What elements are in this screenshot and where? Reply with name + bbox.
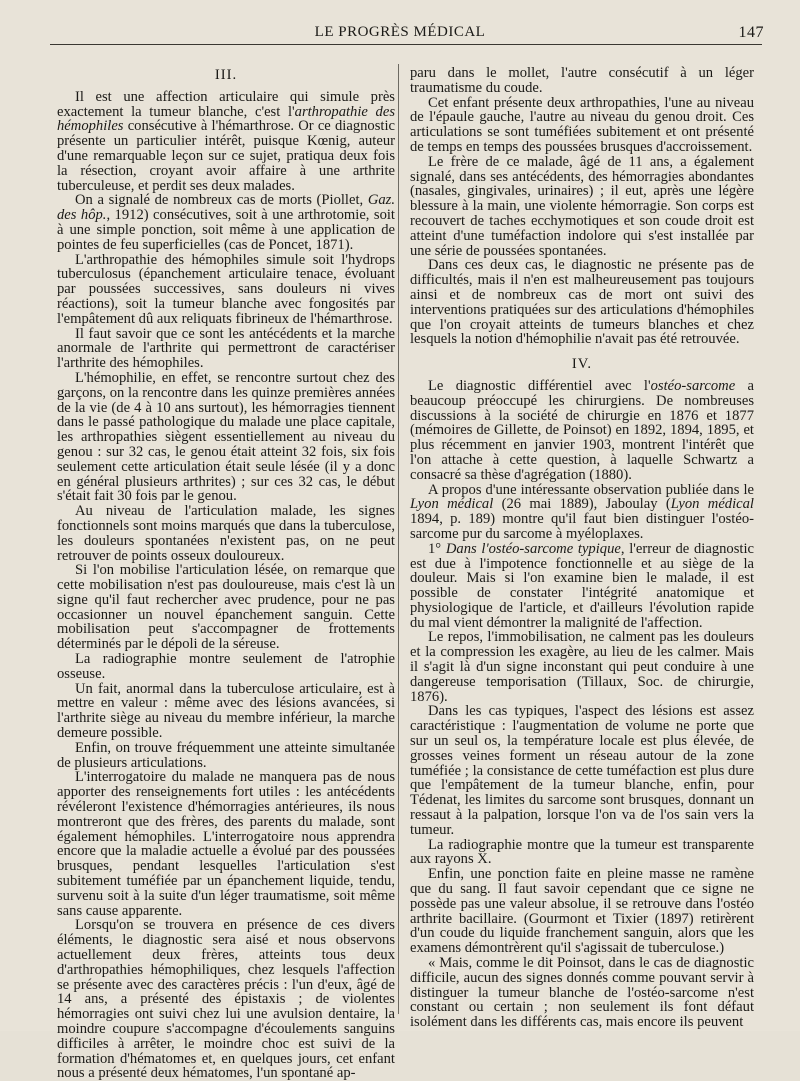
paragraph: Si l'on mobilise l'articulation lésée, on remarque que cette mobilisation n'est pas douloureuse, mais c'est là un signe qu'il faut rechercher avec prudence, pour ne pas occasionner un nouvel épanchement sanguin. Cette mobilisation peut s'accompagner de frottements déterminés par le dépoli de la séreuse. bbox=[57, 562, 395, 653]
paragraph: L'arthropathie des hémophiles simule soit l'hydrops tuberculosus (épanchement articulaire tenace, évoluant par poussées successives, sans douleurs ni vives réactions), soit la tumeur blanche avec fongosités par l'empâtement dû aux reliquats fibrineux de l'hémarthrose. bbox=[57, 251, 395, 327]
header-rule bbox=[50, 44, 762, 45]
section-heading-iv: IV. bbox=[571, 356, 593, 373]
paragraph: Il faut savoir que ce sont les antécédents et la marche anormale de l'arthrite qui permettront de caractériser l'arthrite des hémophiles. bbox=[57, 325, 395, 372]
paragraph: La radiographie montre seulement de l'atrophie osseuse. bbox=[57, 651, 395, 682]
paragraph: Le diagnostic différentiel avec l'ostéo-sarcome a beaucoup préoccupé les chirurgiens. De nombreuses discussions à la société de chirurgie en 1876 et 1877 (mémoires de Gillette, de Poinsot) en 1892, 1894, 1895, et plus récemment en janvier 1903, montrent l'intérêt que l'on attache à cette question, à laquelle Schwartz a consacré sa thèse d'agrégation (1880). bbox=[410, 377, 754, 483]
section-heading-iii: III. bbox=[214, 67, 238, 83]
paragraph: 1° Dans l'ostéo-sarcome typique, l'erreur de diagnostic est due à l'impotence fonctionnelle et au siège de la douleur. Mais si l'on examine bien le malade, il est possible de constater l'intégrité anatomique et physiologique de l'article, et d'ailleurs l'évolution rapide du mal vient démontrer la malignité de l'affection. bbox=[410, 540, 754, 631]
paragraph: La radiographie montre que la tumeur est transparente aux rayons X. bbox=[410, 836, 754, 868]
paragraph: Dans ces deux cas, le diagnostic ne présente pas de difficultés, mais il n'en est malheureusement pas toujours ainsi et de nombreux cas de mort ont suivi des interventions pratiquées sur des articulations d'hémophiles que l'on croyait atteints de tumeurs blanches et chez lesquels la notion d'hémophilie n'avait pas été retrouvée. bbox=[410, 257, 754, 348]
page-number: 147 bbox=[738, 24, 764, 41]
paragraph: L'interrogatoire du malade ne manquera pas de nous apporter des renseignements fort utiles : les antécédents révéleront l'existence d'hémorragies antérieures, ils nous montreront que des frères, des parents du malade, sont également hémophiles. L'interrogatoire nous apprendra encore que la maladie actuelle a évolué par des poussées brusques, pendant lesquelles l'articulation s'est subitement tuméfiée par un épanchement liquide, tendu, survenu soit à la suite d'un léger traumatisme, soit même sans cause apparente. bbox=[57, 769, 395, 919]
paragraph: Au niveau de l'articulation malade, les signes fonctionnels sont moins marqués que dans la tuberculose, les douleurs spontanées n'existent pas, on ne peut retrouver de points osseux douloureux. bbox=[57, 503, 395, 564]
paragraph: « Mais, comme le dit Poinsot, dans le cas de diagnostic difficile, aucun des signes donnés comme pouvant servir à distinguer la tumeur blanche de l'ostéo-sarcome n'est constant ou certain ; non seulement ils font défaut isolément dans les différents cas, mais encore ils peuvent bbox=[410, 955, 754, 1031]
right-column bbox=[410, 66, 754, 1030]
paragraph: Cet enfant présente deux arthropathies, l'une au niveau de l'épaule gauche, l'autre au niveau du genou droit. Ces articulations se sont tuméfiées subitement et ont présenté de temps en temps des poussées brusques d'accroissement. bbox=[410, 94, 754, 155]
paragraph: L'hémophilie, en effet, se rencontre surtout chez des garçons, on la rencontre dans les quinze premières années de la vie (de 4 à 10 ans surtout), les hémorragies tiennent dans le passé pathologique du malade une place capitale, les arthropathies siègent essentiellement au niveau du genou : sur 32 cas, le genou était atteint 32 fois, six fois seulement cette articulation était seule lésée (il y a donc en général plusieurs arthrites) ; sur ces 32 cas, le début s'était fait 30 fois par le genou. bbox=[57, 369, 395, 505]
paragraph: Dans les cas typiques, l'aspect des lésions est assez caractéristique : l'augmentation de volume ne porte que sur un seul os, la température locale est plus élevée, de grosses veines forment un réseau autour de la zone tuméfiée ; la consistance de cette tuméfaction est plus dure que l'empâtement de la tumeur blanche, enfin, pour Tédenat, les limites du sarcome sont brusques, donnant un ressaut à la palpation, lorsque l'on va de l'os sain vers la tumeur. bbox=[410, 703, 754, 838]
paragraph: Enfin, une ponction faite en pleine masse ne ramène que du sang. Il faut savoir cependant que ce signe ne possède pas une valeur absolue, il se retrouve dans l'ostéo arthrite bacillaire. (Gourmont et Tixier (1897) retirèrent d'un coude du liquide franchement sanguin, alors que les examens démontrèrent qu'il s'agissait de tuberculose.) bbox=[410, 866, 754, 957]
paragraph: A propos d'une intéressante observation publiée dans le Lyon médical (26 mai 1889), Jaboulay (Lyon médical 1894, p. 189) montre qu'il faut bien distinguer l'ostéo-sarcome pur du sarcome à myéloplaxes. bbox=[410, 481, 754, 542]
paragraph: Le frère de ce malade, âgé de 11 ans, a également signalé, dans ses antécédents, des hémorragies abondantes (nasales, gingivales, urinaires) ; il eut, après une légère blessure à la main, une violente hémorragie. Son corps est recouvert de taches ecchymotiques et son coude droit est atteint d'une tuméfaction indolore qui s'est installée par une série de poussées spontanées. bbox=[410, 153, 754, 259]
paragraph: Lorsqu'on se trouvera en présence de ces divers éléments, le diagnostic sera aisé et nous observons actuellement deux frères, atteints tous deux d'arthropathies hémophiliques, chez lesquels l'affection se présente avec des caractères précis : l'un d'eux, âgé de 14 ans, a présenté des épistaxis ; de violentes hémorragies ont suivi chez lui une avulsion dentaire, la moindre coupure s'accompagne d'écoulements sanguins difficiles à arrêter, le moindre choc est suivi de la formation d'hématomes et, en quelques jours, cet enfant nous a présenté deux hématomes, l'un spontané ap- bbox=[57, 917, 395, 1081]
left-column bbox=[57, 66, 395, 1081]
column-divider bbox=[398, 64, 399, 1014]
paragraph: On a signalé de nombreux cas de morts (Piollet, Gaz. des hôp., 1912) consécutives, soit à une arthrotomie, soit à une simple ponction, soit même à une application de pointes de feu superficielles (cas de Poncet, 1871). bbox=[57, 192, 395, 253]
paragraph: Il est une affection articulaire qui simule près exactement la tumeur blanche, c'est l'arthropathie des hémophiles consécutive à l'hémarthrose. Or ce diagnostic présente un particulier intérêt, puisque Kœnig, auteur d'une remarquable leçon sur ce sujet, pratiqua deux fois la résection, croyant avoir affaire à une arthrite tuberculeuse, et perdit ses deux malades. bbox=[57, 88, 395, 194]
journal-title: LE PROGRÈS MÉDICAL bbox=[314, 24, 486, 40]
paragraph: Un fait, anormal dans la tuberculose articulaire, est à mettre en valeur : même avec des lésions avancées, si l'arthrite siège au niveau du membre inférieur, la marche demeure possible. bbox=[57, 680, 395, 742]
paragraph: Enfin, on trouve fréquemment une atteinte simultanée de plusieurs articulations. bbox=[57, 739, 395, 771]
paragraph: Le repos, l'immobilisation, ne calment pas les douleurs et la compression les exagère, au lieu de les calmer. Mais il s'agit là d'un signe inconstant qui peut conduire à une dangereuse temporisation (Tillaux, Soc. de chirurgie, 1876). bbox=[410, 629, 754, 705]
paragraph-continued: paru dans le mollet, l'autre consécutif à un léger traumatisme du coude. bbox=[410, 65, 754, 96]
running-header bbox=[0, 20, 800, 42]
